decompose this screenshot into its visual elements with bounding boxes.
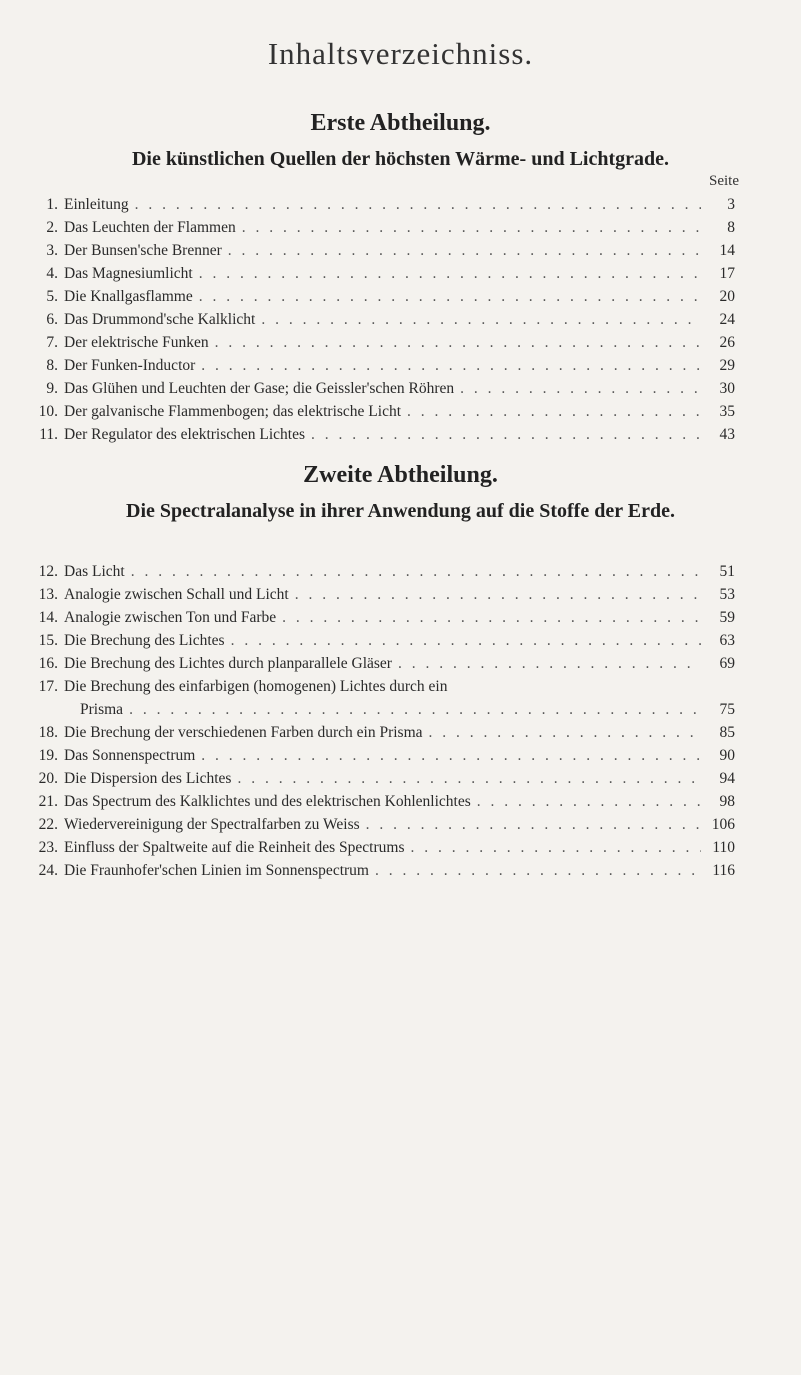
toc-entry xyxy=(30,767,735,790)
toc-entry xyxy=(30,285,735,308)
toc-entry-page: 94 xyxy=(719,770,735,787)
toc-entry xyxy=(30,629,735,652)
toc-entry-number: 7. xyxy=(46,334,58,351)
toc-entry xyxy=(30,262,735,285)
leader-dots xyxy=(375,859,701,882)
toc-entry-title: Das Sonnenspectrum xyxy=(64,747,196,764)
toc-section-1 xyxy=(30,193,735,446)
leader-dots xyxy=(199,262,701,285)
toc-entry-page: 53 xyxy=(719,586,735,603)
leader-dots xyxy=(199,285,701,308)
toc-entry xyxy=(30,308,735,331)
leader-dots xyxy=(429,721,701,744)
toc-entry-title: Das Leuchten der Flammen xyxy=(64,219,236,236)
toc-entry-number: 16. xyxy=(38,655,58,672)
leader-dots xyxy=(135,193,701,216)
leader-dots xyxy=(201,354,701,377)
leader-dots xyxy=(398,652,701,675)
leader-dots xyxy=(129,698,701,721)
toc-entry xyxy=(30,790,735,813)
toc-entry-title: Die Brechung der verschiedenen Farben durch ein Prisma xyxy=(64,724,423,741)
leader-dots xyxy=(460,377,701,400)
toc-entry-page: 30 xyxy=(719,380,735,397)
toc-entry-page: 98 xyxy=(719,793,735,810)
toc-entry-number: 19. xyxy=(38,747,58,764)
toc-entry-number: 3. xyxy=(46,242,58,259)
toc-entry-title: Das Glühen und Leuchten der Gase; die Geissler'schen Röhren xyxy=(64,380,455,397)
toc-entry-number: 22. xyxy=(38,816,58,833)
toc-entry xyxy=(30,423,735,446)
leader-dots xyxy=(231,629,701,652)
toc-entry-page: 110 xyxy=(712,839,735,856)
toc-entry-title: Die Knallgasflamme xyxy=(64,288,193,305)
toc-entry xyxy=(30,560,735,583)
toc-entry-number: 11. xyxy=(39,426,58,443)
toc-entry-number: 18. xyxy=(38,724,58,741)
toc-section-2 xyxy=(30,560,735,882)
toc-entry-title: Die Brechung des Lichtes durch planparallele Gläser xyxy=(64,655,392,672)
toc-entry-title: Der Regulator des elektrischen Lichtes xyxy=(64,426,306,443)
toc-entry xyxy=(30,331,735,354)
toc-entry-page: 29 xyxy=(719,357,735,374)
toc-entry-page: 8 xyxy=(727,219,735,236)
leader-dots xyxy=(131,560,701,583)
leader-dots xyxy=(261,308,701,331)
leader-dots xyxy=(237,767,701,790)
toc-entry-title: Einleitung xyxy=(64,196,129,213)
toc-entry-number: 9. xyxy=(46,380,58,397)
toc-entry xyxy=(30,400,735,423)
leader-dots xyxy=(201,744,701,767)
toc-entry-title: Die Fraunhofer'schen Linien im Sonnenspectrum xyxy=(64,862,369,879)
toc-entry xyxy=(30,836,735,859)
toc-entry-page: 14 xyxy=(719,242,735,259)
toc-entry-title: Der elektrische Funken xyxy=(64,334,209,351)
leader-dots xyxy=(411,836,702,859)
toc-entry-page: 75 xyxy=(719,701,735,718)
toc-entry-number: 12. xyxy=(38,563,58,580)
toc-entry-title: Der galvanische Flammenbogen; das elektrische Licht xyxy=(64,403,402,420)
toc-entry-page: 26 xyxy=(719,334,735,351)
toc-entry-number: 8. xyxy=(46,357,58,374)
toc-entry-number: 17. xyxy=(38,678,58,695)
toc-entry xyxy=(30,721,735,744)
toc-entry-number: 21. xyxy=(38,793,58,810)
toc-entry-page: 90 xyxy=(719,747,735,764)
toc-entry-number: 10. xyxy=(38,403,58,420)
toc-entry xyxy=(30,652,735,675)
toc-entry-page: 20 xyxy=(719,288,735,305)
toc-entry xyxy=(30,216,735,239)
toc-entry-title: Der Funken-Inductor xyxy=(64,357,196,374)
toc-entry-title: Einfluss der Spaltweite auf die Reinheit des Spectrums xyxy=(64,839,405,856)
leader-dots xyxy=(215,331,701,354)
toc-entry-page: 35 xyxy=(719,403,735,420)
section-2-subheading: Die Spectralanalyse in ihrer Anwendung auf die Stoffe der Erde. xyxy=(126,500,675,522)
toc-entry-title: Das Magnesiumlicht xyxy=(64,265,193,282)
toc-entry xyxy=(30,744,735,767)
toc-entry-number: 15. xyxy=(38,632,58,649)
toc-entry-number: 4. xyxy=(46,265,58,282)
toc-entry xyxy=(30,239,735,262)
toc-entry-title: Wiedervereinigung der Spectralfarben zu Weiss xyxy=(64,816,360,833)
toc-entry-page: 3 xyxy=(727,196,735,213)
section-2-heading: Zweite Abtheilung. xyxy=(303,462,498,488)
toc-entry-number: 14. xyxy=(38,609,58,626)
toc-entry-continuation xyxy=(30,698,735,721)
toc-entry-number: 1. xyxy=(46,196,58,213)
page-title: Inhaltsverzeichniss. xyxy=(267,36,534,71)
toc-entry-number: 2. xyxy=(46,219,58,236)
leader-dots xyxy=(295,583,701,606)
toc-entry-page: 43 xyxy=(719,426,735,443)
toc-entry-number: 20. xyxy=(38,770,58,787)
toc-entry-title: Die Dispersion des Lichtes xyxy=(64,770,232,787)
section-1-heading: Erste Abtheilung. xyxy=(310,110,491,136)
toc-entry-number: 24. xyxy=(38,862,58,879)
toc-entry xyxy=(30,606,735,629)
leader-dots xyxy=(407,400,701,423)
leader-dots xyxy=(228,239,701,262)
toc-entry-number: 23. xyxy=(38,839,58,856)
toc-entry-title-continued: Prisma xyxy=(80,701,124,718)
leader-dots xyxy=(242,216,701,239)
section-1-subheading: Die künstlichen Quellen der höchsten Wärme- und Lichtgrade. xyxy=(131,148,670,170)
toc-entry-page: 17 xyxy=(719,265,735,282)
toc-entry-number: 13. xyxy=(38,586,58,603)
leader-dots xyxy=(366,813,701,836)
toc-entry-title: Analogie zwischen Ton und Farbe xyxy=(64,609,277,626)
toc-entry-title: Analogie zwischen Schall und Licht xyxy=(64,586,289,603)
toc-entry-number: 5. xyxy=(46,288,58,305)
toc-entry-title: Die Brechung des einfarbigen (homogenen) Lichtes durch ein xyxy=(64,678,448,695)
toc-entry-page: 63 xyxy=(719,632,735,649)
toc-entry xyxy=(30,583,735,606)
leader-dots xyxy=(477,790,701,813)
toc-entry xyxy=(30,193,735,216)
page-column-label: Seite xyxy=(709,173,739,189)
toc-entry-page: 116 xyxy=(712,862,735,879)
toc-entry-title: Das Drummond'sche Kalklicht xyxy=(64,311,256,328)
toc-entry xyxy=(30,813,735,836)
toc-entry-page: 106 xyxy=(711,816,735,833)
toc-entry-page: 24 xyxy=(719,311,735,328)
leader-dots xyxy=(282,606,701,629)
toc-entry-title: Das Licht xyxy=(64,563,125,580)
toc-entry-page: 69 xyxy=(719,655,735,672)
toc-entry-title: Das Spectrum des Kalklichtes und des elektrischen Kohlenlichtes xyxy=(64,793,471,810)
leader-dots xyxy=(311,423,701,446)
toc-entry xyxy=(30,377,735,400)
toc-entry-number: 6. xyxy=(46,311,58,328)
toc-entry-page: 59 xyxy=(719,609,735,626)
toc-entry-title: Die Brechung des Lichtes xyxy=(64,632,225,649)
toc-entry-title: Der Bunsen'sche Brenner xyxy=(64,242,222,259)
toc-entry xyxy=(30,859,735,882)
toc-entry-page: 85 xyxy=(719,724,735,741)
toc-entry xyxy=(30,675,735,698)
toc-entry-page: 51 xyxy=(719,563,735,580)
toc-entry xyxy=(30,354,735,377)
